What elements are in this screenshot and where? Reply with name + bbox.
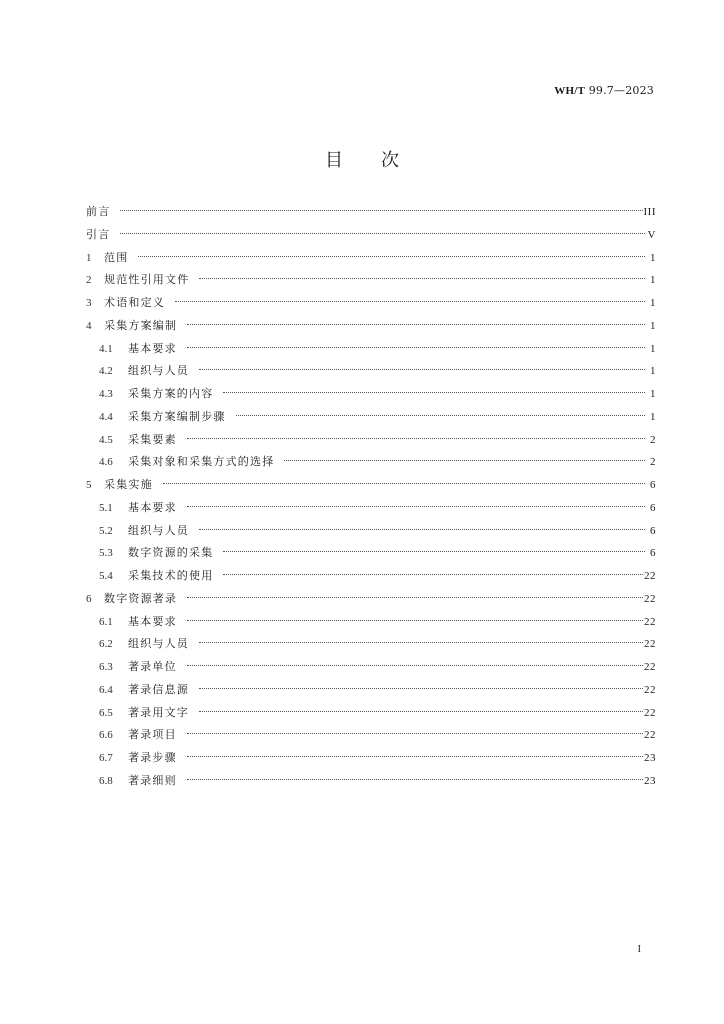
toc-entry[interactable] bbox=[86, 588, 656, 611]
toc-entry[interactable] bbox=[86, 770, 656, 793]
toc-entry-number: 6.6 bbox=[99, 729, 113, 742]
toc-entry[interactable] bbox=[86, 542, 656, 565]
toc-entry[interactable] bbox=[86, 747, 656, 770]
toc-dot-leader bbox=[187, 779, 643, 780]
toc-entry-label: 著录细则 bbox=[128, 773, 177, 787]
toc-entry-number: 1 bbox=[86, 251, 92, 264]
toc-dot-leader bbox=[187, 324, 645, 325]
toc-dot-leader bbox=[138, 256, 645, 257]
toc-dot-leader bbox=[175, 301, 645, 302]
toc-entry-label: 采集技术的使用 bbox=[128, 569, 214, 582]
toc-entry-label: 采集要素 bbox=[128, 432, 177, 446]
toc-dot-leader bbox=[223, 392, 645, 393]
toc-title: 目次 bbox=[325, 150, 437, 171]
toc-entry-number: 4.5 bbox=[99, 433, 113, 446]
toc-entry[interactable] bbox=[86, 451, 656, 474]
toc-dot-leader bbox=[187, 506, 645, 507]
toc-entry-label: 采集方案的内容 bbox=[128, 387, 214, 400]
toc-entry-label: 组织与人员 bbox=[128, 523, 189, 537]
toc-entry-number: 4.3 bbox=[99, 388, 113, 400]
toc-entry-label: 采集对象和采集方式的选择 bbox=[128, 455, 275, 469]
toc-entry-label: 采集方案编制 bbox=[104, 318, 178, 332]
toc-entry-number: 5.1 bbox=[99, 501, 113, 514]
toc-entry-label: 数字资源的采集 bbox=[128, 546, 214, 560]
toc-dot-leader bbox=[199, 369, 645, 370]
toc-dot-leader bbox=[223, 551, 645, 552]
toc-entry-page: 2 bbox=[650, 433, 656, 446]
toc-entry[interactable] bbox=[86, 679, 656, 702]
toc-dot-leader bbox=[236, 415, 645, 416]
toc-entry[interactable] bbox=[86, 383, 656, 406]
toc-dot-leader bbox=[187, 597, 643, 598]
toc-entry-page: 22 bbox=[644, 683, 656, 696]
toc-entry-page: 22 bbox=[644, 592, 656, 605]
toc-dot-leader bbox=[199, 711, 643, 712]
toc-entry-page: 1 bbox=[650, 342, 656, 355]
toc-entry[interactable] bbox=[86, 474, 656, 497]
toc-entry-label: 组织与人员 bbox=[128, 364, 189, 378]
toc-entry-number: 5 bbox=[86, 479, 92, 491]
toc-entry-label: 著录用文字 bbox=[128, 705, 189, 719]
toc-entry-page: 1 bbox=[650, 388, 656, 400]
toc-entry[interactable] bbox=[86, 247, 656, 270]
toc-dot-leader bbox=[284, 460, 645, 461]
toc-entry-label: 著录项目 bbox=[128, 728, 177, 742]
toc-dot-leader bbox=[187, 756, 643, 757]
toc-dot-leader bbox=[163, 483, 645, 484]
toc-entry-number: 4.4 bbox=[99, 410, 113, 423]
toc-entry-page: 22 bbox=[644, 706, 656, 719]
toc-dot-leader bbox=[199, 642, 643, 643]
toc-dot-leader bbox=[199, 278, 645, 279]
toc-entry-page: 6 bbox=[650, 479, 656, 491]
toc-dot-leader bbox=[120, 210, 642, 211]
toc-entry-label: 著录信息源 bbox=[128, 682, 189, 696]
toc-entry-number: 6.3 bbox=[99, 661, 113, 673]
toc-entry-page: 1 bbox=[650, 365, 656, 378]
toc-entry[interactable] bbox=[86, 360, 656, 383]
toc-entry-label: 引言 bbox=[86, 227, 111, 241]
toc-entry-label: 基本要求 bbox=[128, 500, 177, 514]
toc-entry-page: 22 bbox=[644, 638, 656, 651]
toc-entry-page: 6 bbox=[650, 547, 656, 560]
toc-entry-page: V bbox=[647, 228, 656, 241]
toc-entry[interactable] bbox=[86, 315, 656, 338]
toc-entry-number: 4.1 bbox=[99, 342, 113, 355]
toc-entry-number: 6.2 bbox=[99, 638, 113, 651]
toc-entry-page: 1 bbox=[650, 410, 656, 423]
toc-entry-label: 基本要求 bbox=[128, 614, 177, 628]
page-number: I bbox=[637, 944, 641, 955]
toc-dot-leader bbox=[187, 347, 645, 348]
toc-entry-page: 1 bbox=[650, 274, 656, 287]
toc-entry[interactable] bbox=[86, 429, 656, 452]
document-code-prefix: WH/T bbox=[554, 85, 586, 97]
toc-entry-number: 6.4 bbox=[99, 683, 113, 696]
toc-dot-leader bbox=[120, 233, 645, 234]
toc-entry-label: 采集实施 bbox=[104, 478, 153, 491]
toc-entry[interactable] bbox=[86, 201, 656, 224]
toc-entry-page: 1 bbox=[650, 319, 656, 332]
toc-entry-label: 前言 bbox=[86, 205, 111, 218]
toc-entry-page: 23 bbox=[644, 752, 656, 764]
toc-dot-leader bbox=[187, 733, 643, 734]
toc-entry-page: 2 bbox=[650, 456, 656, 469]
toc-entry-number: 5.2 bbox=[99, 524, 113, 537]
toc-entry[interactable] bbox=[86, 565, 656, 588]
toc-entry-number: 4.2 bbox=[99, 365, 113, 378]
table-of-contents bbox=[86, 201, 656, 793]
toc-entry-label: 著录步骤 bbox=[128, 751, 177, 764]
toc-entry-number: 5.3 bbox=[99, 547, 113, 560]
toc-entry-page: 6 bbox=[650, 524, 656, 537]
toc-entry-number: 3 bbox=[86, 297, 92, 309]
toc-entry-page: 22 bbox=[644, 615, 656, 628]
toc-entry-label: 采集方案编制步骤 bbox=[128, 409, 226, 423]
toc-entry[interactable] bbox=[86, 224, 656, 247]
toc-entry[interactable] bbox=[86, 497, 656, 520]
toc-entry[interactable] bbox=[86, 292, 656, 315]
toc-dot-leader bbox=[187, 665, 643, 666]
toc-dot-leader bbox=[223, 574, 643, 575]
toc-entry-number: 6.1 bbox=[99, 615, 113, 628]
toc-entry-number: 6.5 bbox=[99, 706, 113, 719]
toc-entry-number: 6.8 bbox=[99, 774, 113, 787]
toc-entry[interactable] bbox=[86, 611, 656, 634]
toc-dot-leader bbox=[187, 438, 645, 439]
toc-entry-label: 数字资源著录 bbox=[104, 591, 178, 605]
toc-dot-leader bbox=[199, 529, 645, 530]
toc-entry-page: 1 bbox=[650, 297, 656, 309]
toc-entry-page: III bbox=[643, 206, 656, 218]
toc-entry[interactable] bbox=[86, 656, 656, 679]
toc-entry-number: 4 bbox=[86, 319, 92, 332]
toc-entry[interactable] bbox=[86, 702, 656, 725]
toc-entry[interactable] bbox=[86, 520, 656, 543]
toc-entry-number: 6.7 bbox=[99, 752, 113, 764]
toc-entry-label: 规范性引用文件 bbox=[104, 273, 190, 287]
toc-entry[interactable] bbox=[86, 406, 656, 429]
toc-entry-number: 5.4 bbox=[99, 570, 113, 582]
toc-entry-page: 6 bbox=[650, 501, 656, 514]
toc-dot-leader bbox=[187, 620, 643, 621]
toc-entry-number: 6 bbox=[86, 592, 92, 605]
toc-entry-label: 著录单位 bbox=[128, 660, 177, 673]
document-code bbox=[554, 84, 654, 97]
toc-entry-number: 4.6 bbox=[99, 456, 113, 469]
toc-entry-page: 22 bbox=[644, 661, 656, 673]
toc-entry[interactable] bbox=[86, 724, 656, 747]
toc-entry[interactable] bbox=[86, 269, 656, 292]
toc-entry-label: 术语和定义 bbox=[104, 296, 165, 309]
toc-dot-leader bbox=[199, 688, 643, 689]
toc-entry-label: 范围 bbox=[104, 250, 129, 264]
toc-entry-page: 22 bbox=[644, 729, 656, 742]
toc-entry[interactable] bbox=[86, 633, 656, 656]
toc-entry-label: 组织与人员 bbox=[128, 637, 189, 651]
toc-entry-page: 22 bbox=[644, 570, 656, 582]
toc-entry-label: 基本要求 bbox=[128, 341, 177, 355]
toc-entry-page: 1 bbox=[650, 251, 656, 264]
document-code-suffix: 99.7—2023 bbox=[585, 84, 654, 97]
toc-entry-page: 23 bbox=[644, 774, 656, 787]
toc-entry-number: 2 bbox=[86, 274, 92, 287]
toc-entry[interactable] bbox=[86, 338, 656, 361]
